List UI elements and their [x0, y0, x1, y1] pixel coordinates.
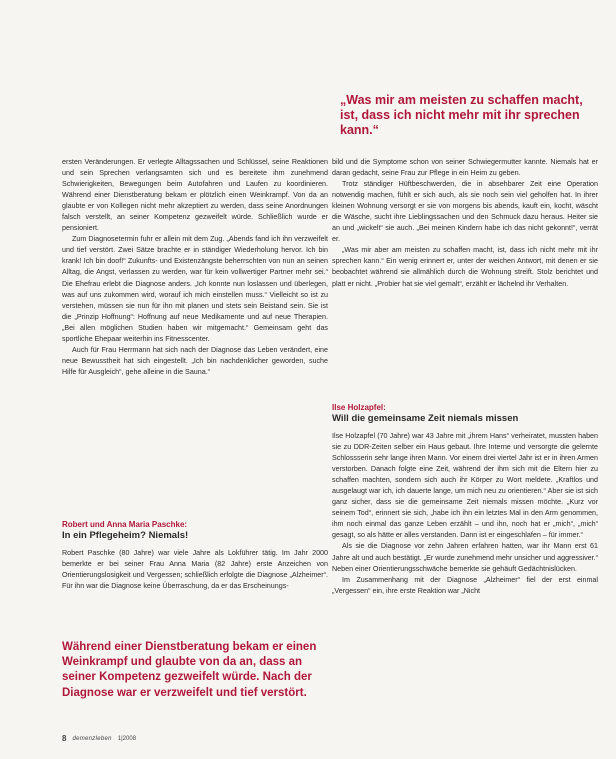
- left-column: [62, 157, 328, 378]
- section-kicker: Ilse Holzapfel:: [332, 403, 386, 412]
- ilse-paragraph-2: Als sie die Diagnose vor zehn Jahren erfahren hatten, war ihr Mann erst 61 Jahre alt und auch bestätigt. „Er wurde zunehmend mehr unsicher und aggressiver.“ Neben einer Orientierungsschwäche bemerkte sie gehäuft Gedächtnislücken.: [332, 542, 598, 573]
- section-ilse-heading: [332, 403, 598, 425]
- robert-paragraph: Robert Paschke (80 Jahre) war viele Jahre als Lokführer tätig. Im Jahr 2000 bemerkte er bei seiner Frau Anna Maria (82 Jahre) erste Anzeichen von Orientierungslosigkeit und Vergessen; schließlich erfolgte die Diagnose „Alzheimer“. Für ihn war die Diagnose keine Überraschung, da er das Erscheinungs-: [62, 549, 328, 591]
- section-robert-text: [62, 548, 328, 592]
- right-column: [332, 157, 598, 290]
- right-paragraph-2: Trotz ständiger Hüftbeschwerden, die in absehbarer Zeit eine Operation notwendig machen, fühlt er sich auch, als sie noch sein viel geholfen hat. In ihrer kleinen Wohnung versorgt er sie von morgens bis abends, kauft ein, kocht, wäscht die Wäsche, sucht ihre Lieblingssachen und den Schmuck dazu heraus. Heiter sie an und „wickelt“ sie auch. „Bei meinen Kindern habe ich das nicht gekonnt!“, verrät er.: [332, 180, 598, 244]
- pull-quote-top: „Was mir am meisten zu schaffen macht, ist, dass ich nicht mehr mit ihr sprechen kann.“: [340, 93, 583, 137]
- section-headline: In ein Pflegeheim? Niemals!: [62, 530, 189, 541]
- ilse-paragraph-3: Im Zusammenhang mit der Diagnose „Alzheimer“ fiel der erst einmal „Vergessen“ ein, ihre erste Reaktion war „Nicht: [332, 575, 598, 595]
- left-paragraph-1: ersten Veränderungen. Er verlegte Alltagssachen und Schlüssel, seine Reaktionen und sein Sprechen verlangsamten sich und es bereitete ihm zunehmend Schwierigkeiten, Bewegungen beim Autofahren und Laufen zu koordinieren. Während einer Dienstberatung bekam er plötzlich einen Weinkrampf. Von da an glaubte er von Kollegen nicht mehr akzeptiert zu werden, dass seine Anordnungen falsch verstellt, an seiner Kompetenz gezweifelt würde. Schließlich wurde er pensioniert.: [62, 158, 328, 233]
- ilse-paragraph-1: Ilse Holzapfel (70 Jahre) war 43 Jahre mit „ihrem Hans“ verheiratet, mussten haben sie zu DDR-Zeiten selber ein Haus gebaut. Ihre Interne und versorgte die gelernte Schlossserin sehr lange ihren Mann. Vor einem drei viertel Jahr ist er in ihren Armen verstorben. Danach folgte eine Zeit, während der ihm sich mit die Eltern hier zu schaffen machten, sondern sich auch ihr Körper zu Wort meldete. „Kraftlos und ausgelaugt war ich, ich dauerte lange, um mich neu zu orientieren.“ Aber sie ist sich ganz sicher, dass sie die gemeinsame Zeit niemals missen möchte. „Kurz vor seinem Tod“, erinnert sie sich, „habe ich ihn ein letztes Mal in den Arm genommen, ihm noch einmal das ganze Leben erzählt – und ihn, noch hat er „mich“, „mich“ gesagt, so als hätte er alles verstanden. Dann ist er eingeschlafen – für immer.“: [332, 432, 598, 540]
- right-paragraph-3: „Was mir aber am meisten zu schaffen macht, ist, dass ich nicht mehr mit ihr sprechen kann.“ Ein wenig erinnert er, unter der weichen Antwort, mit denen er sie beobachtet während sie allmählich durch die Wohnung streift. Stolz berichtet und platt er nicht. „Probier hat sie viel gemalt“, erzählt er lächelnd ihr Verhalten.: [332, 246, 598, 288]
- page-number: 8: [62, 734, 67, 743]
- right-paragraph-1: bild und die Symptome schon von seiner Schwiegermutter kannte. Niemals hat er daran gedacht, seine Frau zur Pflege in ein Heim zu geben.: [332, 158, 598, 178]
- magazine-name: demenzleben: [72, 735, 112, 742]
- section-kicker: Robert und Anna Maria Paschke:: [62, 520, 188, 529]
- section-ilse-text: [332, 431, 598, 597]
- pull-quote-bottom: Während einer Dienstberatung bekam er einen Weinkrampf und glaubte von da an, dass an seiner Kompetenz gezweifelt würde. Nach der Diagnose war er verzweifelt und tief verstört.: [62, 641, 317, 699]
- left-paragraph-2: Zum Diagnosetermin fuhr er allein mit dem Zug. „Abends fand ich ihn verzweifelt und tief verstört. Zwei Sätze brachte er in ständiger Wiederholung hervor. Ich bin krank! Ich bin doof!“ Zukunfts- und Existenzängste beherrschten von nun an seinen Alltag, die Angst, verlassen zu werden, war für kein vollwertiger Partner mehr sei.“ Die Ehefrau erlebt die Diagnose anders. „Ich konnte nun loslassen und überlegen, was auf uns zukommen wird, worauf ich mich einstellen muss.“ Vielleicht so ist zu verstehen, müssen sie nun für ihn mit planen und stets sein Beistand sein. Sie ist die „Prinzip Hoffnung“: Hoffnung auf neue Medikamente und auf neue Therapien. „Bei allen möglichen Studien haben wir mitgemacht.“ Gemeinsam geht das sportliche Ehepaar weiterhin ins Fitnesscenter.: [62, 235, 328, 343]
- page-footer: [62, 734, 136, 743]
- issue-number: 1|2008: [117, 735, 137, 742]
- section-headline: Will die gemeinsame Zeit niemals missen: [332, 413, 519, 424]
- left-paragraph-3: Auch für Frau Herrmann hat sich nach der Diagnose das Leben verändert, eine neue Bewusstheit hat sich eingestellt. „Ich bin nachdenklicher geworden, suche Hilfe für Ausgleich“, gehe alleine in die Sauna.“: [62, 345, 328, 376]
- section-robert-heading: [62, 520, 328, 542]
